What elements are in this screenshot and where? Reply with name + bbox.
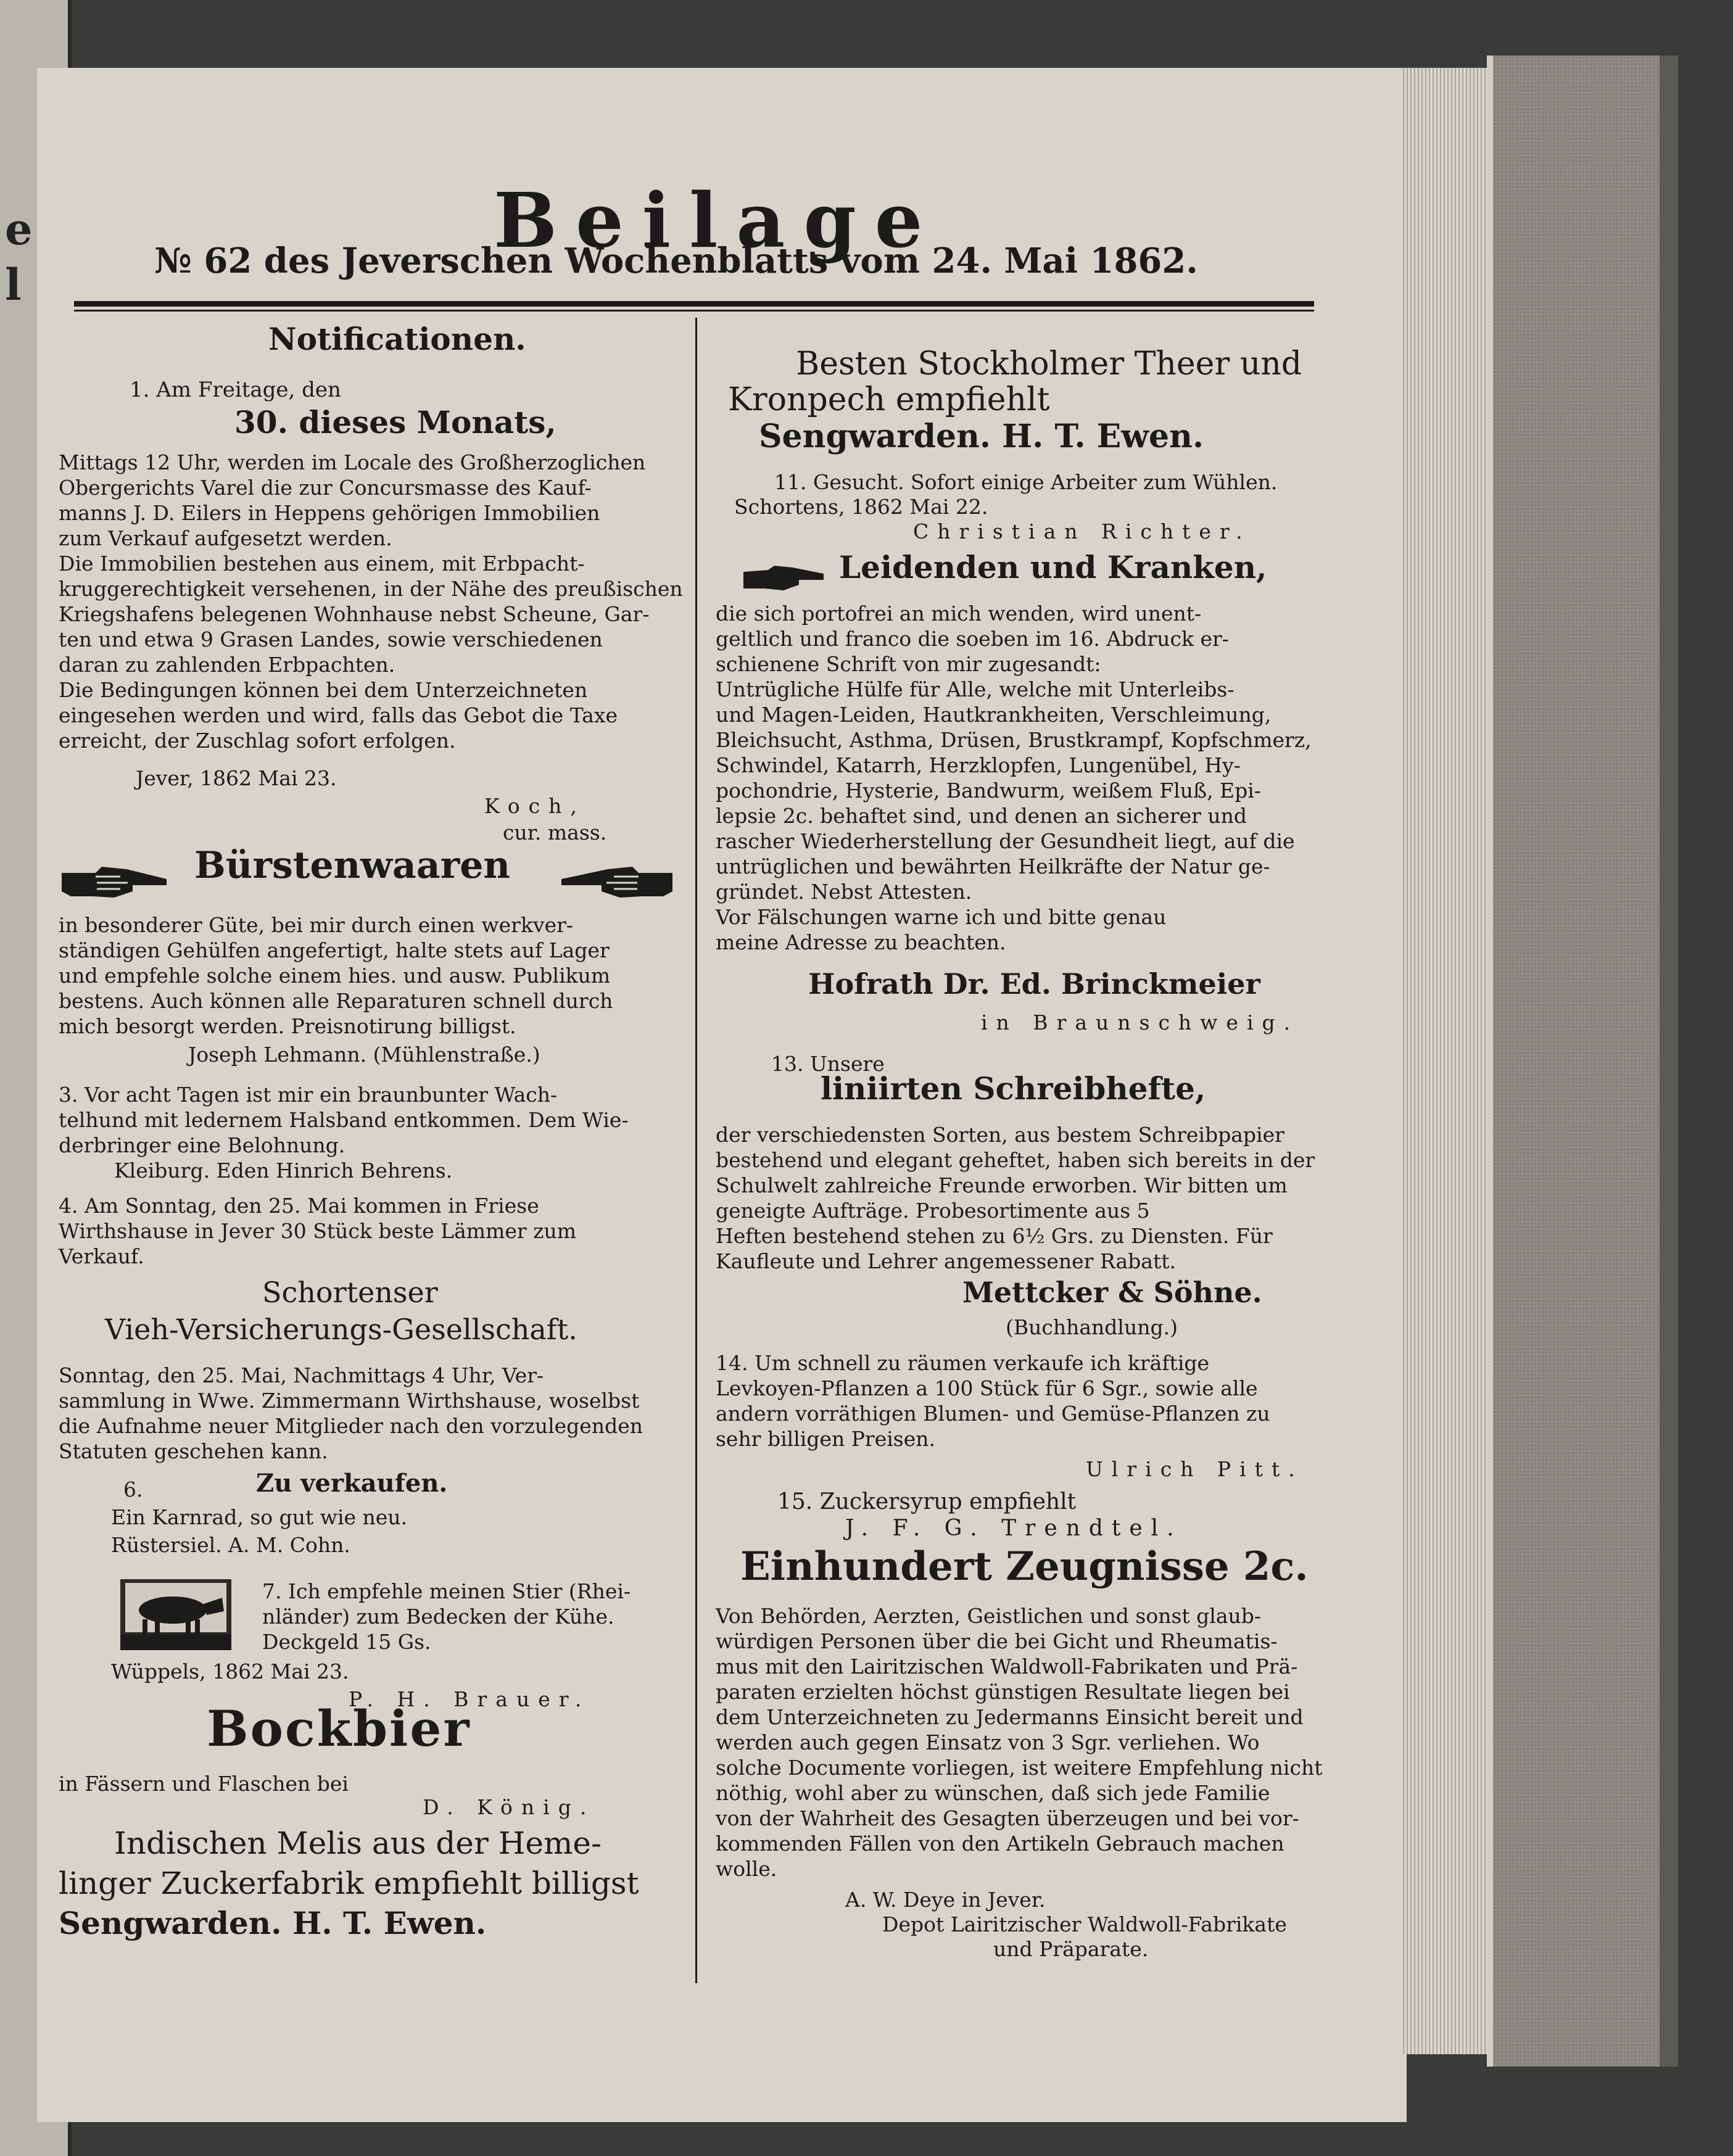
notice-13-number: 13. Unsere xyxy=(771,1052,885,1076)
text-line: Die Bedingungen können bei dem Unterzeichneten xyxy=(59,678,588,702)
notice-11-line-1: 11. Gesucht. Sofort einige Arbeiter zum Wühlen. xyxy=(774,470,1278,494)
notice-8-body: in Fässern und Flaschen bei xyxy=(59,1772,349,1796)
text-line: 4. Am Sonntag, den 25. Mai kommen in Friese xyxy=(59,1194,539,1218)
header-rule-thin xyxy=(74,310,1314,312)
notice-12-place: in Braunschweig. xyxy=(981,1010,1299,1035)
notice-1-place: Jever, 1862 Mai 23. xyxy=(136,766,337,790)
text-line: zum Verkauf aufgesetzt werden. xyxy=(59,526,392,550)
notice-16-signature-line-2: Depot Lairitzischer Waldwoll-Fabrikate xyxy=(882,1912,1287,1936)
text-line: Sonntag, den 25. Mai, Nachmittags 4 Uhr, Ver- xyxy=(59,1363,544,1387)
text-line: und Magen-Leiden, Hautkrankheiten, Verschleimung, xyxy=(716,703,1272,727)
cow-icon xyxy=(120,1579,231,1650)
text-line: 14. Um schnell zu räumen verkaufe ich kräftige xyxy=(716,1351,1210,1375)
text-line: kruggerechtigkeit versehenen, in der Nähe des preußischen xyxy=(59,577,683,601)
text-line: und empfehle solche einem hies. und ausw. Publikum xyxy=(59,964,611,988)
text-line: Die Immobilien bestehen aus einem, mit Erbpacht- xyxy=(59,551,585,576)
notice-7-place: Wüppels, 1862 Mai 23. xyxy=(111,1659,349,1683)
notice-10-signature: Sengwarden. H. T. Ewen. xyxy=(759,418,1204,455)
notice-6-number: 6. xyxy=(123,1477,143,1501)
notice-10-line-2: Kronpech empfiehlt xyxy=(728,381,1050,418)
text-line: dem Unterzeichneten zu Jedermanns Einsicht bereit und xyxy=(716,1705,1304,1729)
text-line: mich besorgt werden. Preisnotirung billigst. xyxy=(59,1014,516,1038)
notice-8-signature: D. König. xyxy=(423,1795,595,1819)
text-line: würdigen Personen über die bei Gicht und Rheumatis- xyxy=(716,1629,1278,1653)
notice-13-signature: Mettcker & Söhne. xyxy=(962,1276,1262,1309)
text-line: Deckgeld 15 Gs. xyxy=(262,1630,431,1654)
text-line: andern vorräthigen Blumen- und Gemüse-Pflanzen zu xyxy=(716,1402,1270,1426)
notice-7-signature: P. H. Brauer. xyxy=(349,1687,590,1711)
text-line: Wirthshause in Jever 30 Stück beste Lämmer zum xyxy=(59,1219,577,1243)
text-line: Untrügliche Hülfe für Alle, welche mit Unterleibs- xyxy=(716,677,1235,701)
text-line: nöthig, wohl aber zu wünschen, daß sich jede Familie xyxy=(716,1781,1270,1805)
notice-1-date: 30. dieses Monats, xyxy=(234,404,556,440)
notice-1-signature-role: cur. mass. xyxy=(503,820,607,845)
text-line: geltlich und franco die soeben im 16. Abdruck er- xyxy=(716,627,1229,651)
text-line: 7. Ich empfehle meinen Stier (Rhei- xyxy=(262,1579,631,1603)
text-line: Statuten geschehen kann. xyxy=(59,1439,328,1463)
pointing-hand-left-icon xyxy=(59,861,170,906)
notice-15-signature: J. F. G. Trendtel. xyxy=(845,1516,1183,1541)
text-line: Verkauf. xyxy=(59,1244,144,1268)
book-page-edges xyxy=(1400,68,1487,2054)
notice-9-signature: Sengwarden. H. T. Ewen. xyxy=(59,1905,487,1941)
notice-3-signature: Kleiburg. Eden Hinrich Behrens. xyxy=(114,1159,453,1183)
text-line: sehr billigen Preisen. xyxy=(716,1427,935,1451)
text-line: in besonderer Güte, bei mir durch einen werkver- xyxy=(59,913,574,937)
text-line: bestehend und elegant geheftet, haben sich bereits in der xyxy=(716,1148,1315,1172)
text-line: die Aufnahme neuer Mitglieder nach den vorzulegenden xyxy=(59,1414,643,1438)
text-line: der verschiedensten Sorten, aus bestem Schreibpapier xyxy=(716,1123,1284,1147)
notice-5-heading: Schortenser xyxy=(262,1276,438,1309)
text-line: rascher Wiederherstellung der Gesundheit liegt, auf die xyxy=(716,829,1295,853)
notice-11-signature: Christian Richter. xyxy=(913,519,1251,543)
notice-12-heading: Leidenden und Kranken, xyxy=(839,549,1267,585)
notice-6-heading: Zu verkaufen. xyxy=(256,1469,448,1498)
text-line: nländer) zum Bedecken der Kühe. xyxy=(262,1605,614,1629)
text-line: 3. Vor acht Tagen ist mir ein braunbunter Wach- xyxy=(59,1083,558,1107)
notice-13-signature-note: (Buchhandlung.) xyxy=(1006,1315,1178,1339)
notice-2-signature: Joseph Lehmann. (Mühlenstraße.) xyxy=(188,1043,540,1067)
notice-10-line-1: Besten Stockholmer Theer und xyxy=(796,345,1302,382)
page-title: Beilage xyxy=(494,176,941,265)
text-line: erreicht, der Zuschlag sofort erfolgen. xyxy=(59,729,456,753)
text-line: Schulwelt zahlreiche Freunde erworben. Wir bitten um xyxy=(716,1173,1288,1197)
text-line: telhund mit ledernem Halsband entkommen. Dem Wie- xyxy=(59,1108,629,1132)
text-line: wolle. xyxy=(716,1857,777,1881)
text-line: kommenden Fällen von den Artikeln Gebrauch machen xyxy=(716,1832,1284,1856)
text-line: von der Wahrheit des Gesagten überzeugen und bei vor- xyxy=(716,1806,1299,1830)
adjacent-page-strip: e l xyxy=(0,0,72,2156)
text-line: lepsie 2c. behaftet sind, und denen an sicherer und xyxy=(716,804,1247,828)
notice-5-subheading: Vieh-Versicherungs-Gesellschaft. xyxy=(105,1313,577,1346)
header-rule xyxy=(74,301,1314,307)
text-line: Von Behörden, Aerzten, Geistlichen und sonst glaub- xyxy=(716,1604,1262,1628)
text-line: Mittags 12 Uhr, werden im Locale des Großherzoglichen xyxy=(59,450,646,474)
notice-1-intro: 1. Am Freitage, den xyxy=(130,378,341,402)
text-line: paraten erzielten höchst günstigen Resultate liegen bei xyxy=(716,1680,1290,1704)
text-line: sammlung in Wwe. Zimmermann Wirthshause, woselbst xyxy=(59,1389,640,1413)
text-line: Kriegshafens belegenen Wohnhause nebst Scheune, Gar- xyxy=(59,602,650,626)
text-line: daran zu zahlenden Erbpachten. xyxy=(59,653,395,677)
notice-2-heading: Bürstenwaaren xyxy=(194,844,511,887)
notice-6-body: Ein Karnrad, so gut wie neu. xyxy=(111,1505,408,1529)
pointing-hand-right-icon xyxy=(558,861,676,906)
notice-16-signature: A. W. Deye in Jever. xyxy=(845,1888,1046,1912)
book-cover xyxy=(1487,56,1672,2067)
notice-9-line-2: linger Zuckerfabrik empfiehlt billigst xyxy=(59,1865,639,1901)
text-line: mus mit den Lairitzischen Waldwoll-Fabrikaten und Prä- xyxy=(716,1654,1298,1679)
text-line: ständigen Gehülfen angefertigt, halte stets auf Lager xyxy=(59,938,610,962)
text-line: die sich portofrei an mich wenden, wird unent- xyxy=(716,601,1202,626)
text-line: meine Adresse zu beachten. xyxy=(716,930,1006,954)
notice-6-signature: Rüstersiel. A. M. Cohn. xyxy=(111,1533,350,1557)
pointing-hand-icon xyxy=(740,563,827,596)
notice-14-signature: Ulrich Pitt. xyxy=(1086,1457,1304,1481)
notice-12-signature: Hofrath Dr. Ed. Brinckmeier xyxy=(808,967,1260,1001)
text-line: ten und etwa 9 Grasen Landes, sowie verschiedenen xyxy=(59,627,603,651)
text-line: eingesehen werden und wird, falls das Gebot die Taxe xyxy=(59,703,618,727)
notice-9-line-1: Indischen Melis aus der Heme- xyxy=(114,1825,602,1861)
notice-1-signature: Koch, xyxy=(484,794,585,818)
text-line: Kaufleute und Lehrer angemessener Rabatt. xyxy=(716,1249,1176,1273)
notice-13-heading: liniirten Schreibhefte, xyxy=(821,1070,1206,1107)
text-line: bestens. Auch können alle Reparaturen schnell durch xyxy=(59,989,613,1013)
text-line: untrüglichen und bewährten Heilkräfte der Natur ge- xyxy=(716,854,1270,878)
notice-16-signature-line-3: und Präparate. xyxy=(993,1937,1149,1961)
book-cover-edge xyxy=(1660,56,1678,2067)
text-line: schienene Schrift von mir zugesandt: xyxy=(716,652,1101,676)
text-line: derbringer eine Belohnung. xyxy=(59,1133,345,1157)
text-line: Vor Fälschungen warne ich und bitte genau xyxy=(716,905,1167,929)
text-line: Schwindel, Katarrh, Herzklopfen, Lungenübel, Hy- xyxy=(716,753,1241,777)
notice-15-line: 15. Zuckersyrup empfiehlt xyxy=(777,1489,1077,1514)
text-line: gründet. Nebst Attesten. xyxy=(716,880,972,904)
text-line: Heften bestehend stehen zu 6½ Grs. zu Diensten. Für xyxy=(716,1224,1273,1248)
text-line: Obergerichts Varel die zur Concursmasse des Kauf- xyxy=(59,476,592,500)
text-line: manns J. D. Eilers in Heppens gehörigen Immobilien xyxy=(59,501,600,525)
text-line: solche Documente vorliegen, ist weitere Empfehlung nicht xyxy=(716,1756,1323,1780)
column-divider xyxy=(695,318,697,1983)
text-line: pochondrie, Hysterie, Bandwurm, weißem Fluß, Epi- xyxy=(716,779,1261,803)
text-line: werden auch gegen Einsatz von 3 Sgr. verliehen. Wo xyxy=(716,1730,1260,1754)
text-line: geneigte Aufträge. Probesortimente aus 5 xyxy=(716,1199,1150,1223)
notice-8-heading: Bockbier xyxy=(207,1700,471,1757)
text-line: Bleichsucht, Asthma, Drüsen, Brustkrampf, Kopfschmerz, xyxy=(716,728,1312,752)
page-subtitle: № 62 des Jeverschen Wochenblatts vom 24. Mai 1862. xyxy=(154,241,1198,281)
text-line: Levkoyen-Pflanzen a 100 Stück für 6 Sgr., sowie alle xyxy=(716,1376,1258,1400)
notice-16-heading: Einhundert Zeugnisse 2c. xyxy=(740,1543,1309,1590)
section-heading: Notificationen. xyxy=(268,321,526,357)
notice-11-line-2: Schortens, 1862 Mai 22. xyxy=(734,495,988,519)
